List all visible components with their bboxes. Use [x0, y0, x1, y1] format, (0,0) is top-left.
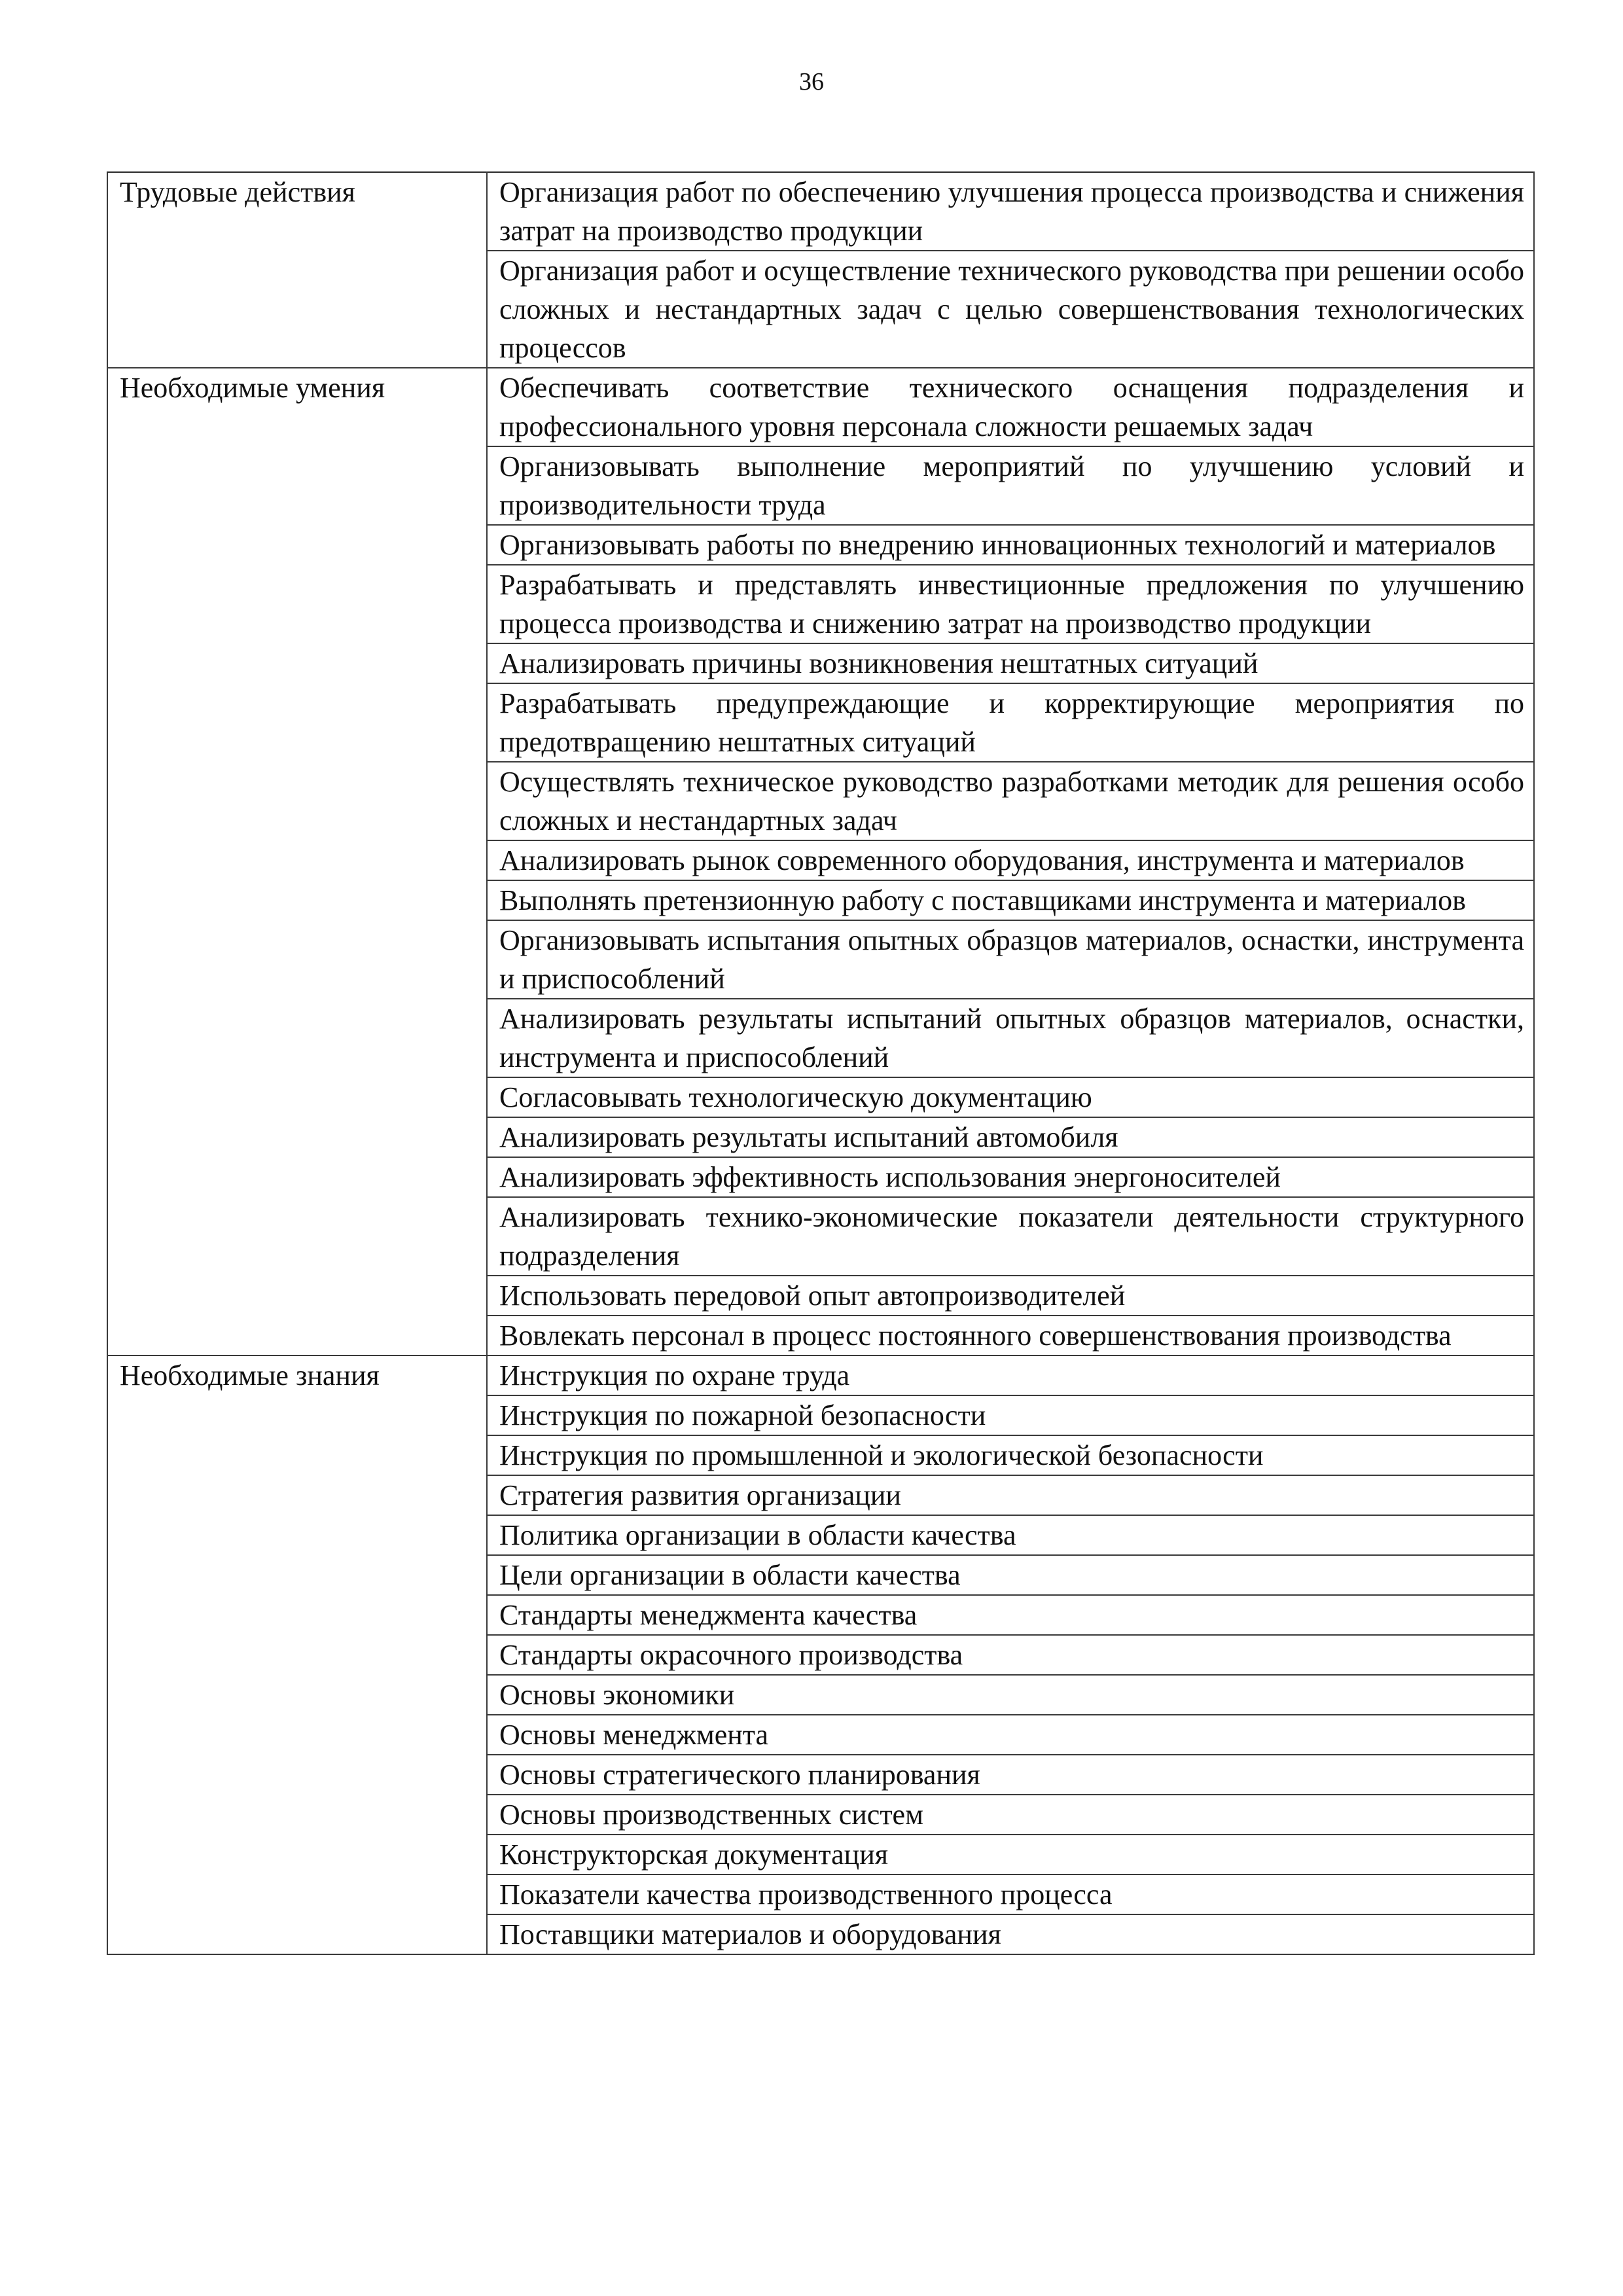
requirement-item: Организация работ по обеспечению улучшения процесса производства и снижения затрат на производство продукции — [487, 172, 1534, 251]
requirement-item: Организация работ и осуществление технического руководства при решении особо сложных и нестандартных задач с целью совершенствования технологических процессов — [487, 251, 1534, 368]
requirement-item: Анализировать причины возникновения нештатных ситуаций — [487, 643, 1534, 683]
requirement-item: Осуществлять техническое руководство разработками методик для решения особо сложных и нестандартных задач — [487, 762, 1534, 840]
requirement-item: Стандарты окрасочного производства — [487, 1635, 1534, 1675]
requirement-item: Разрабатывать и представлять инвестиционные предложения по улучшению процесса производства и снижению затрат на производство продукции — [487, 565, 1534, 643]
requirement-item: Организовывать работы по внедрению инновационных технологий и материалов — [487, 525, 1534, 565]
section-label-labor-actions: Трудовые действия — [107, 172, 487, 368]
requirement-item: Показатели качества производственного процесса — [487, 1874, 1534, 1914]
requirement-item: Обеспечивать соответствие технического оснащения подразделения и профессионального уровня персонала сложности решаемых задач — [487, 368, 1534, 446]
requirement-item: Поставщики материалов и оборудования — [487, 1914, 1534, 1954]
requirement-item: Конструкторская документация — [487, 1835, 1534, 1874]
table-row — [107, 1355, 1534, 1395]
section-label-required-skills: Необходимые умения — [107, 368, 487, 1355]
requirement-item: Стратегия развития организации — [487, 1475, 1534, 1515]
requirement-item: Цели организации в области качества — [487, 1555, 1534, 1595]
table-row — [107, 172, 1534, 251]
requirement-item: Организовывать выполнение мероприятий по улучшению условий и производительности труда — [487, 446, 1534, 525]
requirement-item: Использовать передовой опыт автопроизводителей — [487, 1276, 1534, 1316]
requirement-item: Основы менеджмента — [487, 1715, 1534, 1755]
requirement-item: Анализировать результаты испытаний автомобиля — [487, 1117, 1534, 1157]
competency-table-body — [107, 172, 1534, 1954]
requirement-item: Выполнять претензионную работу с поставщиками инструмента и материалов — [487, 880, 1534, 920]
requirement-item: Анализировать результаты испытаний опытных образцов материалов, оснастки, инструмента и приспособлений — [487, 999, 1534, 1077]
requirement-item: Анализировать рынок современного оборудования, инструмента и материалов — [487, 840, 1534, 880]
table-row — [107, 368, 1534, 446]
requirement-item: Политика организации в области качества — [487, 1515, 1534, 1555]
requirement-item: Вовлекать персонал в процесс постоянного совершенствования производства — [487, 1316, 1534, 1355]
page-number: 36 — [799, 68, 824, 96]
section-label-required-knowledge: Необходимые знания — [107, 1355, 487, 1954]
requirement-item: Основы стратегического планирования — [487, 1755, 1534, 1795]
requirement-item: Инструкция по пожарной безопасности — [487, 1395, 1534, 1435]
requirement-item: Анализировать технико-экономические показатели деятельности структурного подразделения — [487, 1197, 1534, 1276]
requirement-item: Анализировать эффективность использования энергоносителей — [487, 1157, 1534, 1197]
requirement-item: Инструкция по промышленной и экологической безопасности — [487, 1435, 1534, 1475]
requirement-item: Организовывать испытания опытных образцов материалов, оснастки, инструмента и приспособлений — [487, 920, 1534, 999]
requirement-item: Разрабатывать предупреждающие и корректирующие мероприятия по предотвращению нештатных ситуаций — [487, 683, 1534, 762]
requirement-item: Основы производственных систем — [487, 1795, 1534, 1835]
requirement-item: Основы экономики — [487, 1675, 1534, 1715]
requirement-item: Согласовывать технологическую документацию — [487, 1077, 1534, 1117]
requirement-item: Стандарты менеджмента качества — [487, 1595, 1534, 1635]
requirement-item: Инструкция по охране труда — [487, 1355, 1534, 1395]
competency-table — [107, 171, 1535, 1955]
